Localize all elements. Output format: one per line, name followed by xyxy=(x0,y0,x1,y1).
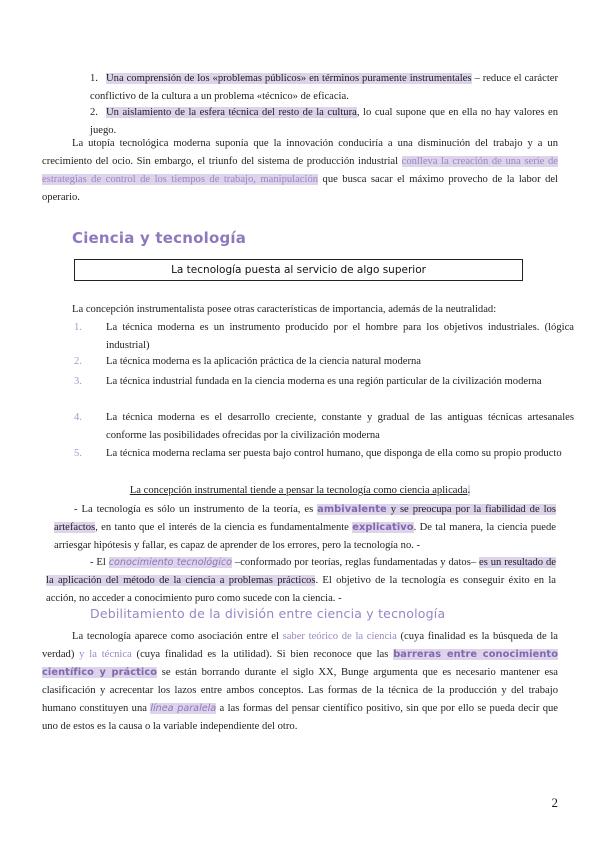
list-number: 3. xyxy=(74,376,82,387)
subsection-heading: Debilitamiento de la división entre ciencia y tecnología xyxy=(90,606,446,621)
paragraph-text: - El xyxy=(90,557,109,568)
section-heading: Ciencia y tecnología xyxy=(72,229,247,247)
highlighted-text: es un resultado de la aplicación del método de la ciencia a problemas prácticos xyxy=(46,557,556,586)
colored-text: saber teórico de la ciencia xyxy=(282,631,397,642)
paragraph-text: a las formas del pensar científico positivo, sin que por ello se pueda decir que uno de estos es la causa o la variable independiente del otro. xyxy=(42,703,558,732)
paragraph-text: , en tanto que el interés de la ciencia es fundamentalmente xyxy=(95,522,353,533)
list-text: La técnica moderna es un instrumento producido por el hombre para los objetivos industriales. (lógica industrial) xyxy=(106,322,574,351)
list-number: 1. xyxy=(90,73,98,84)
paragraph-text: (cuya finalidad es la utilidad). Si bien reconoce que las xyxy=(131,649,394,660)
list-item xyxy=(74,409,574,445)
paragraph-text: La concepción instrumentalista posee otras características de importancia, además de la neutralidad: xyxy=(72,304,497,315)
paragraph-text: –conformado por teorías, reglas fundamentadas y datos– xyxy=(232,557,480,568)
highlighted-text: Una comprensión de los «problemas públicos» en términos puramente instrumentales xyxy=(106,73,472,84)
paragraph-conocimiento xyxy=(46,554,556,608)
list-item xyxy=(74,353,574,371)
underlined-sentence: La concepción instrumental tiende a pensar la tecnología como ciencia aplicada. xyxy=(129,485,471,496)
highlighted-text: Un aislamiento de la esfera técnica del resto de la cultura xyxy=(106,107,357,118)
list-number: 1. xyxy=(74,322,82,333)
page-number: 2 xyxy=(551,795,558,810)
highlighted-word: ambivalente xyxy=(317,504,387,515)
highlighted-text: conlleva la creación de una serie de estrategias de control de los tiempos de trabajo, manipulación xyxy=(42,156,558,185)
highlighted-text: y se preocupa por la fiabilidad de los artefactos xyxy=(54,504,556,533)
highlighted-word: línea paralela xyxy=(150,703,217,714)
paragraph-text: La tecnología aparece como asociación entre el xyxy=(72,631,283,642)
list-text: , lo cual supone que en ella no hay valores en juego. xyxy=(90,107,558,136)
list-item xyxy=(74,445,574,463)
list-text: – reduce el carácter conflictivo de la cultura a un problema «técnico» de eficacia. xyxy=(90,73,558,102)
underlined-text: La concepción instrumental tiende a pensar la tecnología como ciencia aplicada xyxy=(129,485,468,496)
list-item xyxy=(74,373,574,391)
paragraph-text: . De tal manera, la ciencia puede arriesgar hipótesis y fallar, es capaz de aprender de los errores, pero la tecnología no. - xyxy=(54,522,556,551)
list-number: 5. xyxy=(74,448,82,459)
list-text: La técnica moderna reclama ser puesta bajo control humano, que disponga de ella como su propio producto xyxy=(106,448,562,459)
highlighted-word: explicativo xyxy=(352,522,414,533)
paragraph-utopia xyxy=(42,135,558,207)
list-number: 2. xyxy=(74,356,82,367)
list-text: La técnica industrial fundada en la ciencia moderna es una región particular de la civilización moderna xyxy=(106,376,542,387)
boxed-title: La tecnología puesta al servicio de algo superior xyxy=(74,259,523,281)
paragraph-text: que busca sacar el máximo provecho de la labor del operario. xyxy=(42,174,559,203)
list-item xyxy=(74,319,574,355)
paragraph-instrumento xyxy=(54,501,556,555)
paragraph-final xyxy=(42,628,558,736)
list-number: 2. xyxy=(90,107,98,118)
list-item xyxy=(90,70,558,106)
list-number: 4. xyxy=(74,412,82,423)
paragraph-text: . El objetivo de la tecnología es conseguir éxito en la acción, no acceder a conocimiento puro como sucede con la ciencia. - xyxy=(46,575,557,604)
paragraph-intro xyxy=(72,301,562,319)
list-text: La técnica moderna es la aplicación práctica de la ciencia natural moderna xyxy=(106,356,421,367)
list-text: La técnica moderna es el desarrollo creciente, constante y gradual de las antiguas técnicas artesanales conforme las posibilidades ofrecidas por la civilización moderna xyxy=(106,412,574,441)
colored-text: y la técnica xyxy=(79,649,132,660)
highlighted-word: conocimiento tecnológico xyxy=(108,557,233,568)
paragraph-text: La utopía tecnológica moderna suponía que la innovación conduciría a una disminución del trabajo y a un crecimiento del ocio. Sin embargo, el triunfo del sistema de producción industrial xyxy=(42,138,558,167)
paragraph-text: - La tecnología es sólo un instrumento de la teoría, es xyxy=(74,504,318,515)
highlighted-text: barreras entre conocimiento científico y práctico xyxy=(42,649,559,678)
paragraph-text: se están borrando durante el siglo XX, Bunge argumenta que es necesario mantener esa clasificación y acrecentar los lazos entre ambos conceptos. Las formas de la técnica de la producción y del trabajo humano constituyen una xyxy=(42,667,558,714)
paragraph-text: (cuya finalidad es la búsqueda de la verdad) xyxy=(42,631,558,660)
